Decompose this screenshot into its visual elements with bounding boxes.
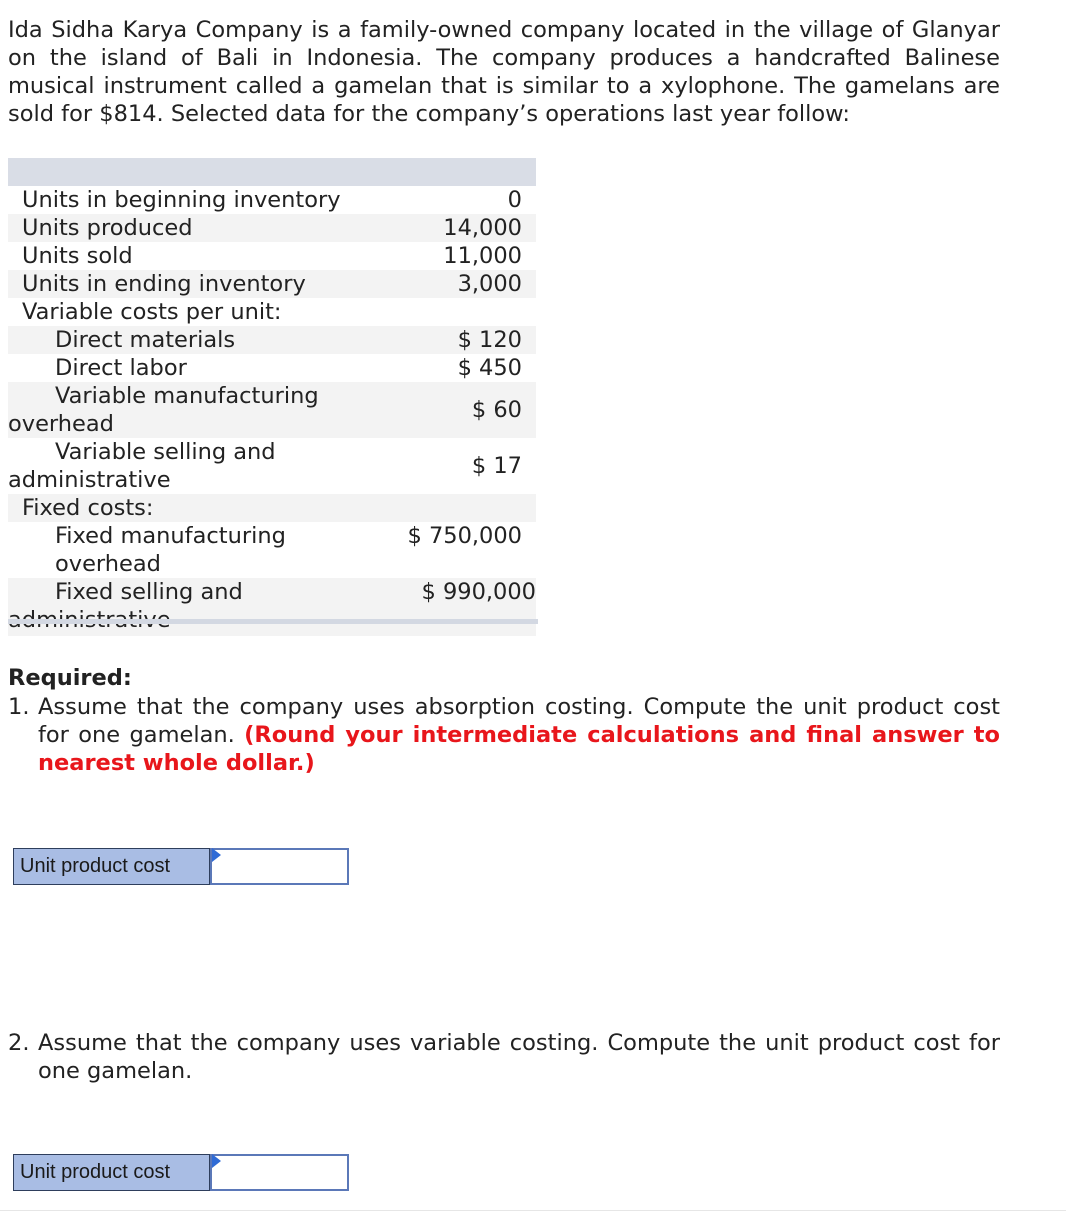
row-label: Units sold	[22, 243, 133, 269]
row-value: $ 60	[398, 382, 536, 438]
page-bottom-divider	[0, 1210, 1066, 1211]
row-value: $ 450	[457, 355, 522, 381]
row-label: Fixed selling and	[8, 578, 398, 636]
row-value: $ 120	[398, 326, 536, 354]
table-row	[8, 578, 536, 636]
table-row	[8, 354, 536, 382]
table-row	[8, 326, 536, 354]
row-label: Direct materials	[8, 326, 398, 354]
table-row	[8, 186, 536, 214]
section-heading: Fixed costs:	[8, 494, 536, 522]
answer-row-1	[13, 848, 349, 885]
question-number: 1.	[8, 694, 30, 720]
table-row	[8, 214, 536, 242]
row-value: 14,000	[398, 214, 536, 242]
table-header-row	[8, 158, 536, 186]
question-text: Assume that the company uses absorption costing. Compute the unit product cost for one gamelan.	[38, 694, 1000, 748]
table-row	[8, 270, 536, 298]
answer-row-2	[13, 1154, 349, 1191]
input-marker-icon	[212, 1154, 221, 1168]
question-1	[8, 693, 1000, 777]
row-label: Units in beginning inventory	[22, 187, 341, 213]
row-value: $ 750,000	[407, 523, 522, 549]
row-label: Direct labor	[55, 355, 187, 381]
problem-intro: Ida Sidha Karya Company is a family-owned company located in the village of Glanyar on the island of Bali in Indonesia. The company produces a handcrafted Balinese musical instrument called a gamelan that is similar to a xylophone. The gamelans are sold for $814. Selected data for the company’s operations last year follow:	[8, 17, 1000, 127]
row-value: $ 17	[471, 453, 522, 479]
rounding-instruction: (Round your intermediate calculations and final answer to nearest whole dollar.)	[38, 722, 1000, 776]
absorption-unit-cost-input[interactable]	[212, 850, 347, 883]
row-value: 11,000	[443, 243, 522, 269]
question-number: 2.	[8, 1030, 30, 1056]
question-2	[8, 1029, 1000, 1085]
answer-label: Unit product cost	[13, 1154, 210, 1191]
row-label: Units produced	[8, 214, 398, 242]
input-marker-icon	[212, 848, 221, 862]
row-label: Variable selling and administrative	[8, 439, 276, 493]
table-row	[8, 298, 536, 326]
variable-unit-cost-input[interactable]	[212, 1156, 347, 1189]
table-row	[8, 242, 536, 270]
operations-data-table	[8, 158, 536, 636]
table-row	[8, 522, 536, 578]
required-heading: Required:	[8, 665, 132, 691]
unit-product-cost-input-wrapper	[210, 1154, 349, 1191]
question-text: Assume that the company uses variable costing. Compute the unit product cost for one gamelan.	[38, 1030, 1000, 1084]
table-row	[8, 438, 536, 494]
row-label: Variable manufacturing overhead	[8, 382, 398, 438]
row-label: Units in ending inventory	[8, 270, 398, 298]
section-heading: Variable costs per unit:	[22, 299, 282, 325]
row-value: $ 990,000	[398, 578, 536, 636]
row-value: 0	[507, 187, 522, 213]
answer-label: Unit product cost	[13, 848, 210, 885]
table-row	[8, 382, 536, 438]
table-row	[8, 494, 536, 522]
table-bottom-rule	[8, 619, 538, 624]
row-label: Fixed manufacturing overhead	[55, 523, 286, 577]
row-value: 3,000	[398, 270, 536, 298]
unit-product-cost-input-wrapper	[210, 848, 349, 885]
